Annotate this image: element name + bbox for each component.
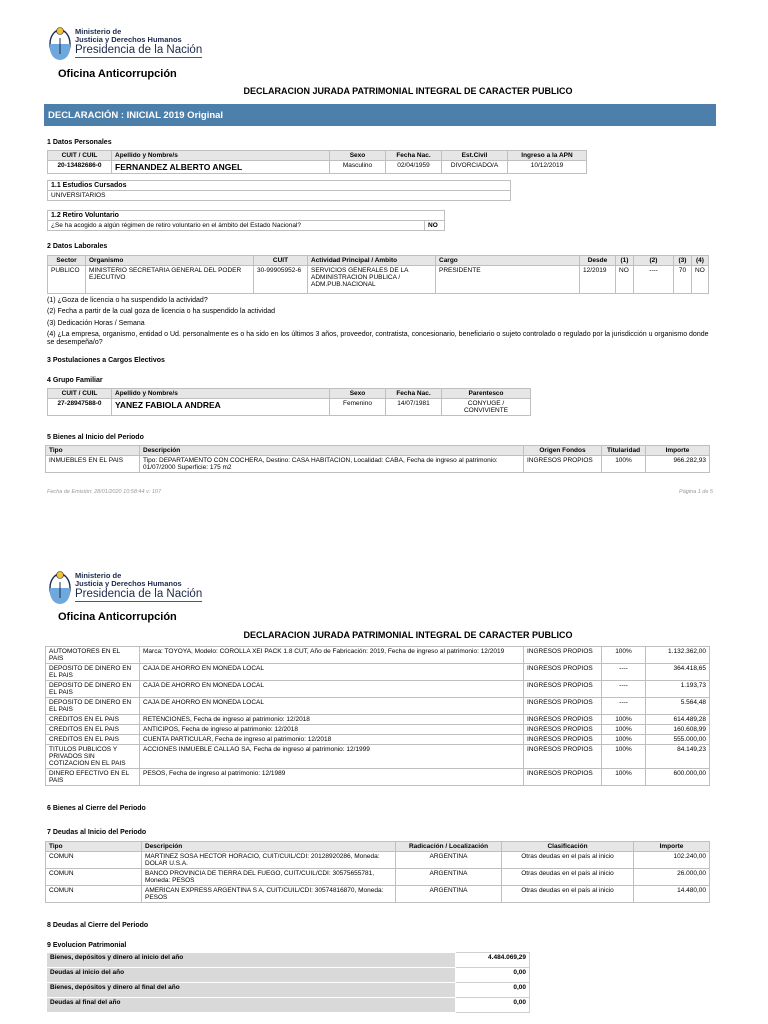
cell: 30-99905952-6 <box>254 266 308 294</box>
cell: 102.240,00 <box>634 852 710 869</box>
th: Descripción <box>140 446 524 456</box>
cell: INMUEBLES EN EL PAIS <box>46 456 140 473</box>
th: Tipo <box>46 842 142 852</box>
cell: 0,00 <box>456 968 530 983</box>
document-title: DECLARACION JURADA PATRIMONIAL INTEGRAL DE CARACTER PUBLICO <box>243 630 573 640</box>
section-debts-end: 8 Deudas al Cierre del Periodo <box>47 922 149 929</box>
cell: NO <box>692 266 709 294</box>
cell: MINISTERIO SECRETARIA GENERAL DEL PODER EJECUTIVO <box>86 266 254 294</box>
cell: INGRESOS PROPIOS <box>524 698 602 715</box>
th: Radicación / Localización <box>396 842 502 852</box>
retirement-table <box>47 210 445 231</box>
th: Actividad Principal / Ambito <box>308 256 436 266</box>
cell: 100% <box>602 647 646 664</box>
cell: CAJA DE AHORRO EN MONEDA LOCAL <box>140 681 524 698</box>
cell: ---- <box>602 698 646 715</box>
section-assets-start: 5 Bienes al Inicio del Periodo <box>47 434 144 441</box>
th: (2) <box>634 256 674 266</box>
work-data-table <box>47 255 709 294</box>
footer-page: Página 1 de 5 <box>679 489 713 495</box>
th: CUIT <box>254 256 308 266</box>
ministry-line-1: Ministerio de <box>75 27 122 37</box>
debts-start-table <box>45 841 710 903</box>
cell: 100% <box>602 456 646 473</box>
cell: BANCO PROVINCIA DE TIERRA DEL FUEGO, CUIT/CUIL/CDI: 30575655781, Moneda: PESOS <box>142 869 396 886</box>
cell: CAJA DE AHORRO EN MONEDA LOCAL <box>140 698 524 715</box>
cell: ANTICIPOS, Fecha de ingreso al patrimonio: 12/2018 <box>140 725 524 735</box>
cell: PUBLICO <box>48 266 86 294</box>
ministry-line-2: Justicia y Derechos Humanos <box>75 34 182 44</box>
argentina-shield-icon <box>48 570 72 604</box>
cell: DINERO EFECTIVO EN EL PAIS <box>46 769 140 786</box>
cell: 100% <box>602 725 646 735</box>
cell: 1.132.362,00 <box>646 647 710 664</box>
cell: ACCIONES INMUEBLE CALLAO SA, Fecha de ingreso al patrimonio: 12/1999 <box>140 745 524 769</box>
th: Ingreso a la APN <box>508 151 587 161</box>
cell: CREDITOS EN EL PAIS <box>46 715 140 725</box>
th: Fecha Nac. <box>386 389 442 399</box>
cell: Otras deudas en el país al inicio <box>502 886 634 903</box>
evolution-table <box>46 952 530 1013</box>
family-table <box>47 388 531 416</box>
cell: Bienes, depósitos y dinero al final del año <box>47 983 456 998</box>
th: Fecha Nac. <box>386 151 442 161</box>
cell: COMUN <box>46 886 142 903</box>
th: Desde <box>580 256 616 266</box>
cell: Bienes, depósitos y dinero al inicio del año <box>47 953 456 968</box>
document-title: DECLARACION JURADA PATRIMONIAL INTEGRAL DE CARACTER PUBLICO <box>243 86 573 96</box>
th: CUIT / CUIL <box>48 151 112 161</box>
personal-data-table <box>47 150 587 174</box>
cell: CREDITOS EN EL PAIS <box>46 735 140 745</box>
ministry-logo <box>48 26 202 60</box>
cell: Deudas al inicio del año <box>47 968 456 983</box>
cell: INGRESOS PROPIOS <box>524 769 602 786</box>
ministry-logo <box>48 570 202 604</box>
cell: NO <box>616 266 634 294</box>
cell: 100% <box>602 715 646 725</box>
cell: 70 <box>674 266 692 294</box>
cell: ---- <box>602 664 646 681</box>
cell: 1.193,73 <box>646 681 710 698</box>
ministry-line-3: Presidencia de la Nación <box>75 588 202 602</box>
cell: CAJA DE AHORRO EN MONEDA LOCAL <box>140 664 524 681</box>
th: Sector <box>48 256 86 266</box>
cell: INGRESOS PROPIOS <box>524 745 602 769</box>
cell: AUTOMOTORES EN EL PAIS <box>46 647 140 664</box>
cell: CONYUGE / CONVIVIENTE <box>442 399 531 416</box>
cell: MARTINEZ SOSA HECTOR HORACIO, CUIT/CUIL/CDI: 20128920286, Moneda: DOLAR U.S.A. <box>142 852 396 869</box>
cell: Marca: TOYOYA, Modelo: COROLLA XEI PACK 1.8 CUT, Año de Fabricación: 2019, Fecha de ingreso al patrimonio: 12/2019 <box>140 647 524 664</box>
cell: RETENCIONES, Fecha de ingreso al patrimonio: 12/2018 <box>140 715 524 725</box>
cell: CREDITOS EN EL PAIS <box>46 725 140 735</box>
cell: YANEZ FABIOLA ANDREA <box>112 399 330 416</box>
section-personal-data: 1 Datos Personales <box>47 139 112 146</box>
assets-start-table <box>45 445 710 473</box>
th: (1) <box>616 256 634 266</box>
assets-start-table-cont <box>45 646 710 786</box>
th: Tipo <box>46 446 140 456</box>
cell: Masculino <box>330 161 386 174</box>
ministry-line-2: Justicia y Derechos Humanos <box>75 578 182 588</box>
cell: 600.000,00 <box>646 769 710 786</box>
work-note-1: (1) ¿Goza de licencia o ha suspendido la actividad? <box>47 297 208 304</box>
cell: TITULOS PUBLICOS Y PRIVADOS SIN COTIZACION EN EL PAIS <box>46 745 140 769</box>
cell: SERVICIOS GENERALES DE LA ADMINISTRACION PUBLICA / ADM.PUB.NACIONAL <box>308 266 436 294</box>
th: CUIT / CUIL <box>48 389 112 399</box>
cell: 160.608,99 <box>646 725 710 735</box>
cell: DIVORCIADO/A <box>442 161 508 174</box>
cell: 614.489,28 <box>646 715 710 725</box>
section-evolution: 9 Evolucion Patrimonial <box>47 942 127 949</box>
section-debts-start: 7 Deudas al Inicio del Periodo <box>47 829 147 836</box>
th: Sexo <box>330 151 386 161</box>
section-work-data: 2 Datos Laborales <box>47 243 108 250</box>
th: Titularidad <box>602 446 646 456</box>
th: Organismo <box>86 256 254 266</box>
cell: ---- <box>602 681 646 698</box>
cell: INGRESOS PROPIOS <box>524 735 602 745</box>
cell: ARGENTINA <box>396 886 502 903</box>
cell: ---- <box>634 266 674 294</box>
cell: 27-28947588-0 <box>48 399 112 416</box>
studies-table <box>47 180 511 201</box>
ministry-line-1: Ministerio de <box>75 571 122 581</box>
footer-emission: Fecha de Emisión: 28/01/2020 10:58:44 v: 107 <box>47 489 162 495</box>
work-note-4: (4) ¿La empresa, organismo, entidad o Ud. personalmente es o ha sido en los últimos 3 años, proveedor, contratista, concesionario, beneficiario o sujeto controlado o regulado por la jurisdicción u organismo donde se desempeña/o? <box>47 331 709 347</box>
section-assets-end: 6 Bienes al Cierre del Periodo <box>47 805 146 812</box>
th: Apellido y Nombre/s <box>112 151 330 161</box>
cell: DEPOSITO DE DINERO EN EL PAIS <box>46 681 140 698</box>
argentina-shield-icon <box>48 26 72 60</box>
cell: PRESIDENTE <box>436 266 580 294</box>
cell: AMERICAN EXPRESS ARGENTINA S A, CUIT/CUIL/CDI: 30574816870, Moneda: PESOS <box>142 886 396 903</box>
cell: 100% <box>602 745 646 769</box>
studies-title: 1.1 Estudios Cursados <box>48 181 511 191</box>
cell: 966.282,93 <box>646 456 710 473</box>
cell: 0,00 <box>456 983 530 998</box>
th: Sexo <box>330 389 386 399</box>
cell: 5.564,48 <box>646 698 710 715</box>
cell: ARGENTINA <box>396 852 502 869</box>
section-family: 4 Grupo Familiar <box>47 377 103 384</box>
cell: INGRESOS PROPIOS <box>524 715 602 725</box>
cell: 12/2019 <box>580 266 616 294</box>
th: Clasificación <box>502 842 634 852</box>
cell: 14/07/1981 <box>386 399 442 416</box>
cell: PESOS, Fecha de ingreso al patrimonio: 12/1989 <box>140 769 524 786</box>
cell: Otras deudas en el país al inicio <box>502 869 634 886</box>
retirement-question: ¿Se ha acogido a algún régimen de retiro voluntario en el ámbito del Estado Nacional? <box>48 221 425 231</box>
retirement-title: 1.2 Retiro Voluntario <box>48 211 445 221</box>
th: Cargo <box>436 256 580 266</box>
cell: INGRESOS PROPIOS <box>524 664 602 681</box>
th: Importe <box>646 446 710 456</box>
cell: Femenino <box>330 399 386 416</box>
cell: INGRESOS PROPIOS <box>524 456 602 473</box>
cell: Otras deudas en el país al inicio <box>502 852 634 869</box>
cell: 555.000,00 <box>646 735 710 745</box>
cell: 02/04/1959 <box>386 161 442 174</box>
cell: 364.418,65 <box>646 664 710 681</box>
th: Parentesco <box>442 389 531 399</box>
office-title: Oficina Anticorrupción <box>58 611 177 623</box>
cell: COMUN <box>46 869 142 886</box>
work-note-3: (3) Dedicación Horas / Semana <box>47 320 145 327</box>
th: (4) <box>692 256 709 266</box>
ministry-line-3: Presidencia de la Nación <box>75 44 202 58</box>
cell: 26.000,00 <box>634 869 710 886</box>
th: Apellido y Nombre/s <box>112 389 330 399</box>
cell: Deudas al final del año <box>47 998 456 1013</box>
cell: 0,00 <box>456 998 530 1013</box>
cell: Tipo: DEPARTAMENTO CON COCHERA, Destino: CASA HABITACION, Localidad: CABA, Fecha de ingreso al patrimonio: 01/07/2000 Superficie: 175 m2 <box>140 456 524 473</box>
cell: INGRESOS PROPIOS <box>524 681 602 698</box>
section-electoral: 3 Postulaciones a Cargos Electivos <box>47 357 165 364</box>
cell: FERNANDEZ ALBERTO ANGEL <box>112 161 330 174</box>
th: Descripción <box>142 842 396 852</box>
cell: INGRESOS PROPIOS <box>524 647 602 664</box>
office-title: Oficina Anticorrupción <box>58 68 177 80</box>
retirement-answer: NO <box>425 221 445 231</box>
cell: CUENTA PARTICULAR, Fecha de ingreso al patrimonio: 12/2018 <box>140 735 524 745</box>
cell: 10/12/2019 <box>508 161 587 174</box>
declaration-banner: DECLARACIÓN : INICIAL 2019 Original <box>44 104 716 126</box>
th: Importe <box>634 842 710 852</box>
cell: DEPOSITO DE DINERO EN EL PAIS <box>46 698 140 715</box>
cell: 100% <box>602 769 646 786</box>
cell: 100% <box>602 735 646 745</box>
th: (3) <box>674 256 692 266</box>
cell: 14.480,00 <box>634 886 710 903</box>
cell: ARGENTINA <box>396 869 502 886</box>
work-note-2: (2) Fecha a partir de la cual goza de licencia o ha suspendido la actividad <box>47 308 276 315</box>
cell: 20-13482686-0 <box>48 161 112 174</box>
th: Est.Civil <box>442 151 508 161</box>
cell: INGRESOS PROPIOS <box>524 725 602 735</box>
studies-value: UNIVERSITARIOS <box>48 191 511 201</box>
th: Origen Fondos <box>524 446 602 456</box>
cell: 4.484.069,29 <box>456 953 530 968</box>
cell: DEPOSITO DE DINERO EN EL PAIS <box>46 664 140 681</box>
cell: 84.149,23 <box>646 745 710 769</box>
cell: COMUN <box>46 852 142 869</box>
